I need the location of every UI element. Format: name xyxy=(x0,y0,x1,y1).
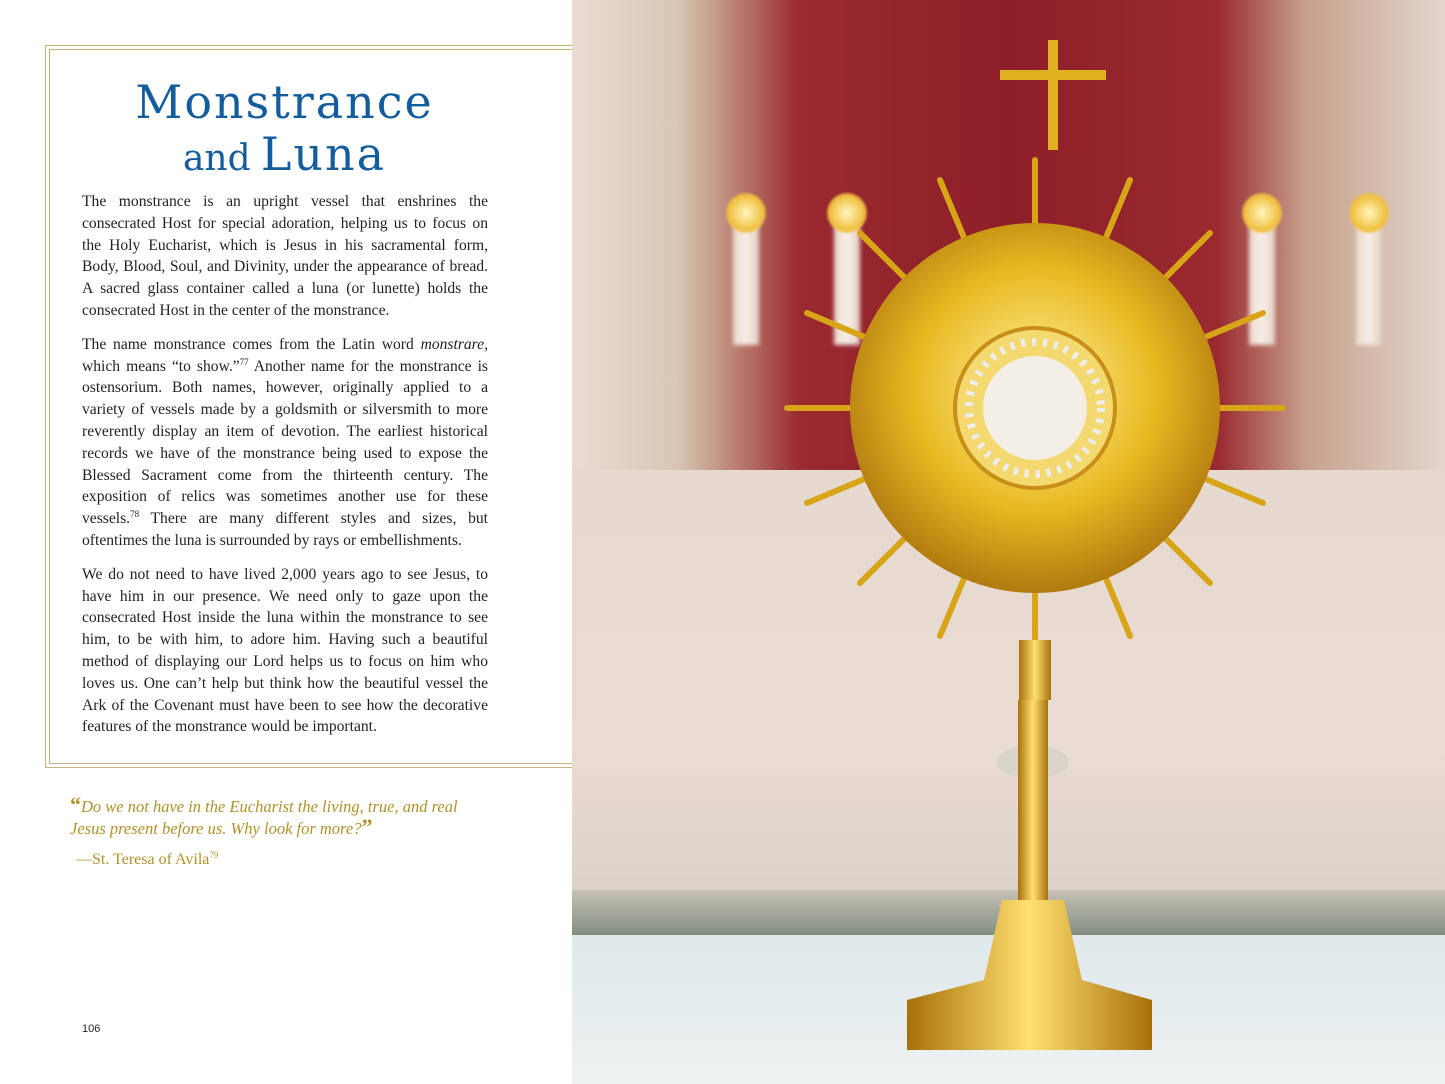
quote-attribution xyxy=(76,851,218,869)
quote-text: Do we not have in the Eucharist the living, true, and real Jesus present before us. Why look for more? xyxy=(70,797,458,838)
monstrance-photo xyxy=(572,0,1445,1084)
attribution-text: —St. Teresa of Avila xyxy=(76,851,210,868)
paragraph-2 xyxy=(82,334,488,552)
text: There are many different styles and sizes, but oftentimes the luna is surrounded by rays or embellishments. xyxy=(82,510,488,549)
monstrance-illustration xyxy=(572,0,1445,1084)
close-quote-mark: ” xyxy=(361,814,373,839)
paragraph-3: We do not need to have lived 2,000 years ago to see Jesus, to have him in our presence. We need only to gaze upon the consecrated Host inside the luna within the monstrance to see him, to be with him, to adore him. Having such a beautiful method of displaying our Lord helps us to focus on him who loves us. One can’t help but think how the beautiful vessel the Ark of the Covenant must have been to see how the decorative features of the monstrance would be important. xyxy=(82,565,488,736)
pull-quote xyxy=(70,792,470,840)
page-number: 106 xyxy=(82,1023,101,1035)
footnote-ref: 77 xyxy=(239,356,249,367)
title-luna: Luna xyxy=(260,127,387,181)
title-and: and xyxy=(182,138,251,179)
open-quote-mark: “ xyxy=(70,792,81,817)
body-text xyxy=(82,191,488,750)
text: Another name for the monstrance is ostensorium. Both names, however, originally applied to a variety of vessels made by a goldsmith or silversmith to more reverently display an item of devotion. The earliest historical records we have of the monstrance being used to expose the Blessed Sacrament come from the thirteenth century. The exposition of relics was sometimes another use for these vessels. xyxy=(82,357,488,528)
text-page xyxy=(0,0,572,1084)
footnote-ref: 79 xyxy=(209,850,219,860)
text: The name monstrance comes from the Latin word xyxy=(82,335,421,353)
title-line-1: Monstrance xyxy=(135,75,434,129)
text: which means “to show.” xyxy=(82,357,240,375)
footnote-ref: 78 xyxy=(130,509,140,520)
latin-word: monstrare, xyxy=(420,335,488,353)
page-title xyxy=(82,76,487,185)
paragraph-1: The monstrance is an upright vessel that enshrines the consecrated Host for special adoration, helping us to focus on the Holy Eucharist, which is Jesus in his sacramental form, Body, Blood, Soul, and Divinity, under the appearance of bread. A sacred glass container called a luna (or lunette) holds the consecrated Host in the center of the monstrance. xyxy=(82,193,488,319)
